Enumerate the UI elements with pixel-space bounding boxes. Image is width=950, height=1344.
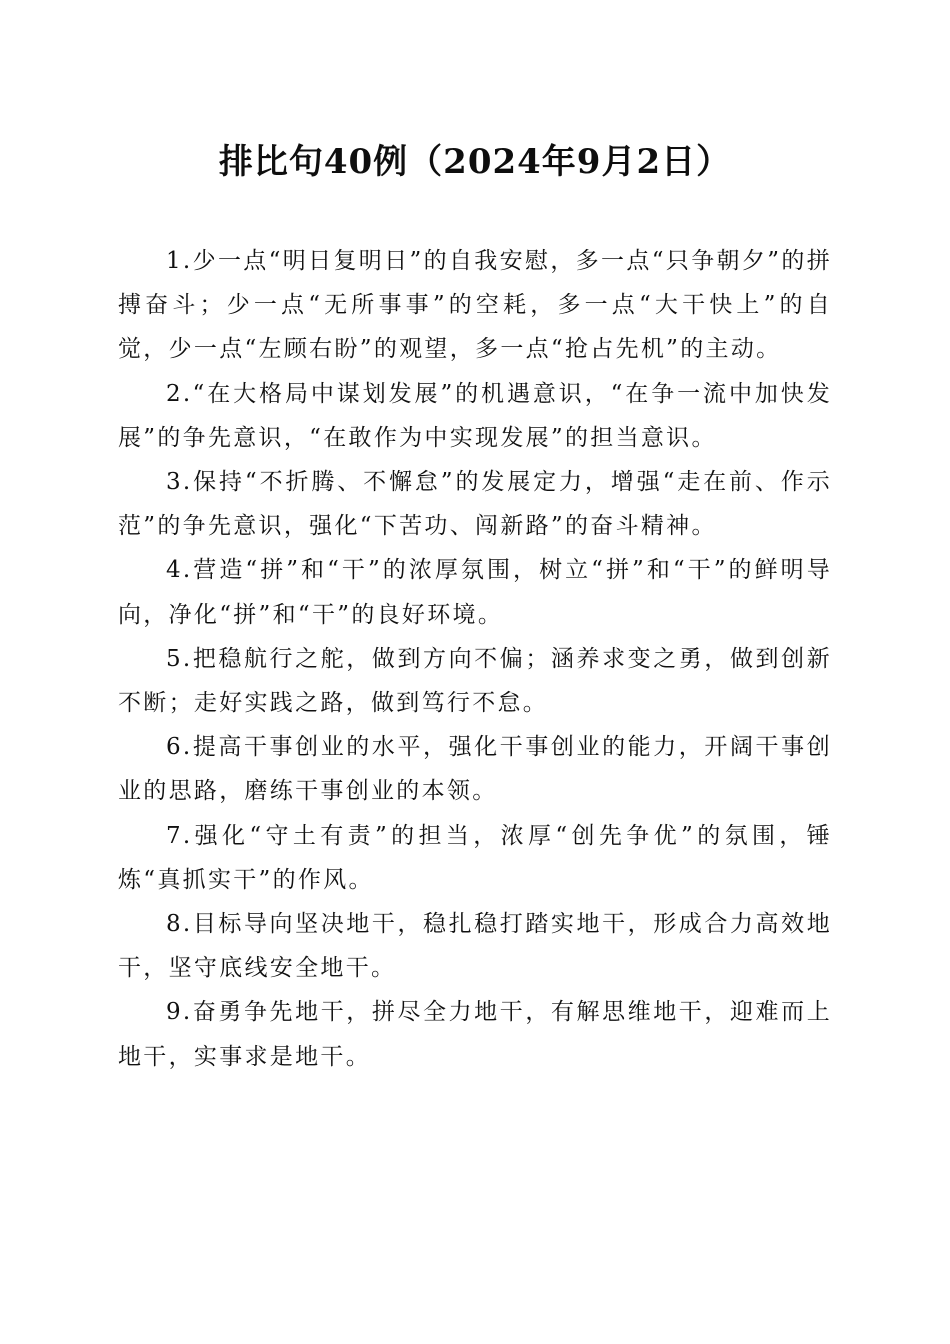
paragraph-3: 3.保持“不折腾、不懈怠”的发展定力，增强“走在前、作示范”的争先意识，强化“下苦功、闯新路”的奋斗精神。 (118, 469, 832, 540)
paragraph-7: 7.强化“守土有责”的担当，浓厚“创先争优”的氛围，锤炼“真抓实干”的作风。 (118, 822, 832, 893)
paragraph-4: 4.营造“拼”和“干”的浓厚氛围，树立“拼”和“干”的鲜明导向，净化“拼”和“干”的良好环境。 (118, 557, 832, 628)
paragraph-2: 2.“在大格局中谋划发展”的机遇意识，“在争一流中加快发展”的争先意识，“在敢作为中实现发展”的担当意识。 (118, 380, 832, 451)
document-body (118, 239, 832, 1079)
paragraph-5: 5.把稳航行之舵，做到方向不偏；涵养求变之勇，做到创新不断；走好实践之路，做到笃行不怠。 (118, 645, 832, 717)
document-title: 排比句40例（2024年9月2日） (218, 142, 732, 182)
paragraph-9: 9.奋勇争先地干，拼尽全力地干，有解思维地干，迎难而上地干，实事求是地干。 (118, 999, 832, 1070)
paragraph-6: 6.提高干事创业的水平，强化干事创业的能力，开阔干事创业的思路，磨练干事创业的本领。 (118, 734, 832, 805)
paragraph-8: 8.目标导向坚决地干，稳扎稳打踏实地干，形成合力高效地干，坚守底线安全地干。 (118, 911, 832, 982)
paragraph-1: 1.少一点“明日复明日”的自我安慰，多一点“只争朝夕”的拼搏奋斗；少一点“无所事事”的空耗，多一点“大干快上”的自觉，少一点“左顾右盼”的观望，多一点“抢占先机”的主动。 (118, 248, 832, 363)
